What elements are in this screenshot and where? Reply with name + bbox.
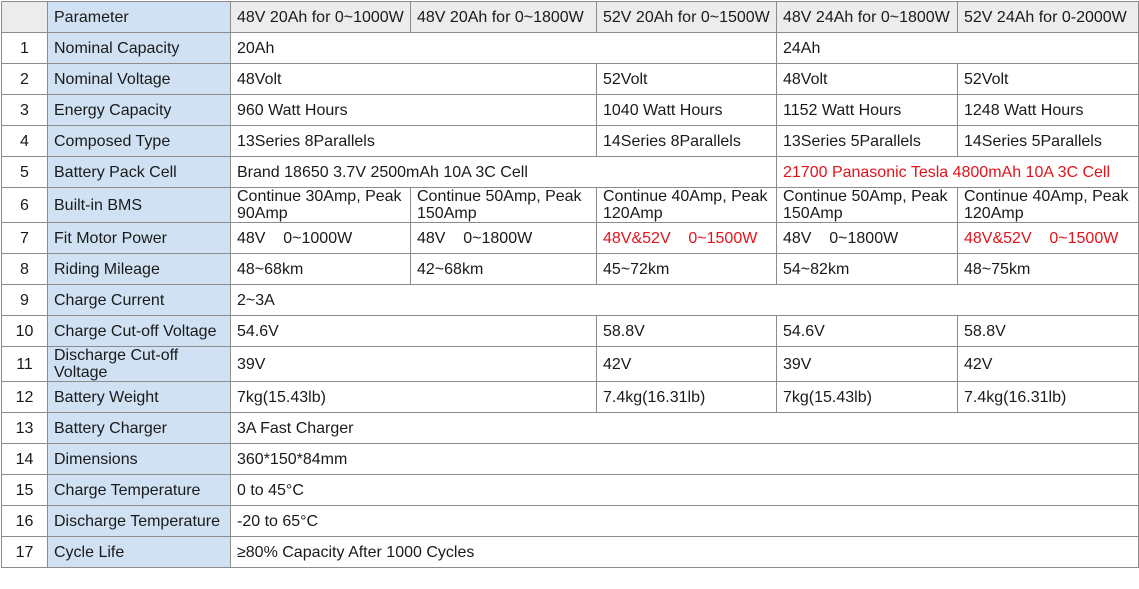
row-number: 12: [2, 382, 48, 413]
value-cell: 54~82km: [777, 254, 958, 285]
value-cell: 960 Watt Hours: [231, 95, 597, 126]
header-model-5: 52V 24Ah for 0-2000W: [958, 2, 1139, 33]
parameter-name: Charge Current: [48, 285, 231, 316]
header-model-4: 48V 24Ah for 0~1800W: [777, 2, 958, 33]
value-cell: 48Volt: [231, 64, 597, 95]
parameter-name: Built-in BMS: [48, 188, 231, 223]
table-row: [2, 444, 1139, 475]
row-number: 13: [2, 413, 48, 444]
header-model-1: 48V 20Ah for 0~1000W: [231, 2, 411, 33]
value-cell: 54.6V: [231, 316, 597, 347]
table-row: [2, 188, 1139, 223]
table-row: [2, 537, 1139, 568]
row-number: 5: [2, 157, 48, 188]
value-cell: 7.4kg(16.31lb): [958, 382, 1139, 413]
value-cell: 48V&52V 0~1500W: [958, 223, 1139, 254]
value-cell: 14Series 5Parallels: [958, 126, 1139, 157]
value-cell: 39V: [777, 347, 958, 382]
value-cell: 48V 0~1800W: [777, 223, 958, 254]
row-number: 11: [2, 347, 48, 382]
value-cell: 1152 Watt Hours: [777, 95, 958, 126]
value-cell: 48V 0~1800W: [411, 223, 597, 254]
row-number: 16: [2, 506, 48, 537]
value-cell: Continue 40Amp, Peak 120Amp: [597, 188, 777, 223]
value-cell: 42~68km: [411, 254, 597, 285]
value-cell: 20Ah: [231, 33, 777, 64]
table-row: [2, 223, 1139, 254]
value-cell: 7kg(15.43lb): [777, 382, 958, 413]
table-row: [2, 347, 1139, 382]
value-cell: 24Ah: [777, 33, 1139, 64]
value-cell: 48Volt: [777, 64, 958, 95]
row-number: 1: [2, 33, 48, 64]
value-cell: 48~68km: [231, 254, 411, 285]
row-number: 6: [2, 188, 48, 223]
parameter-name: Battery Charger: [48, 413, 231, 444]
value-cell: Continue 50Amp, Peak 150Amp: [411, 188, 597, 223]
parameter-name: Battery Weight: [48, 382, 231, 413]
value-cell: 42V: [597, 347, 777, 382]
parameter-name: Nominal Voltage: [48, 64, 231, 95]
value-cell: Brand 18650 3.7V 2500mAh 10A 3C Cell: [231, 157, 777, 188]
row-number: 2: [2, 64, 48, 95]
value-cell: 360*150*84mm: [231, 444, 1139, 475]
value-cell: 48~75km: [958, 254, 1139, 285]
header-parameter-cell: Parameter: [48, 2, 231, 33]
value-cell: ≥80% Capacity After 1000 Cycles: [231, 537, 1139, 568]
value-cell: 39V: [231, 347, 597, 382]
parameter-name: Discharge Temperature: [48, 506, 231, 537]
value-cell: 54.6V: [777, 316, 958, 347]
parameter-name: Dimensions: [48, 444, 231, 475]
value-cell: -20 to 65°C: [231, 506, 1139, 537]
value-cell: 13Series 8Parallels: [231, 126, 597, 157]
value-cell: 58.8V: [597, 316, 777, 347]
value-cell: Continue 30Amp, Peak 90Amp: [231, 188, 411, 223]
table-row: [2, 157, 1139, 188]
value-cell: 48V&52V 0~1500W: [597, 223, 777, 254]
value-cell: 0 to 45°C: [231, 475, 1139, 506]
parameter-name: Fit Motor Power: [48, 223, 231, 254]
value-cell: 14Series 8Parallels: [597, 126, 777, 157]
table-row: [2, 413, 1139, 444]
row-number: 17: [2, 537, 48, 568]
row-number: 15: [2, 475, 48, 506]
row-number: 9: [2, 285, 48, 316]
value-cell: 58.8V: [958, 316, 1139, 347]
value-cell: Continue 40Amp, Peak 120Amp: [958, 188, 1139, 223]
value-cell: 45~72km: [597, 254, 777, 285]
parameter-name: Discharge Cut-off Voltage: [48, 347, 231, 382]
parameter-name: Riding Mileage: [48, 254, 231, 285]
value-cell: 1248 Watt Hours: [958, 95, 1139, 126]
row-number: 10: [2, 316, 48, 347]
parameter-name: Cycle Life: [48, 537, 231, 568]
value-cell: 52Volt: [958, 64, 1139, 95]
row-number: 8: [2, 254, 48, 285]
row-number: 3: [2, 95, 48, 126]
table-row: [2, 64, 1139, 95]
battery-spec-table: [1, 1, 1139, 568]
value-cell: 21700 Panasonic Tesla 4800mAh 10A 3C Cell: [777, 157, 1139, 188]
table-row: [2, 382, 1139, 413]
value-cell: 42V: [958, 347, 1139, 382]
header-model-3: 52V 20Ah for 0~1500W: [597, 2, 777, 33]
value-cell: 7kg(15.43lb): [231, 382, 597, 413]
value-cell: 48V 0~1000W: [231, 223, 411, 254]
table-row: [2, 506, 1139, 537]
value-cell: Continue 50Amp, Peak 150Amp: [777, 188, 958, 223]
row-number: 7: [2, 223, 48, 254]
parameter-name: Composed Type: [48, 126, 231, 157]
table-row: [2, 95, 1139, 126]
table-row: [2, 285, 1139, 316]
parameter-name: Battery Pack Cell: [48, 157, 231, 188]
table-row: [2, 126, 1139, 157]
parameter-name: Nominal Capacity: [48, 33, 231, 64]
parameter-name: Energy Capacity: [48, 95, 231, 126]
header-num-cell: [2, 2, 48, 33]
header-model-2: 48V 20Ah for 0~1800W: [411, 2, 597, 33]
parameter-name: Charge Cut-off Voltage: [48, 316, 231, 347]
row-number: 4: [2, 126, 48, 157]
row-number: 14: [2, 444, 48, 475]
value-cell: 7.4kg(16.31lb): [597, 382, 777, 413]
value-cell: 1040 Watt Hours: [597, 95, 777, 126]
table-row: [2, 316, 1139, 347]
table-row: [2, 254, 1139, 285]
table-row: [2, 33, 1139, 64]
table-row: [2, 475, 1139, 506]
value-cell: 3A Fast Charger: [231, 413, 1139, 444]
value-cell: 13Series 5Parallels: [777, 126, 958, 157]
value-cell: 2~3A: [231, 285, 1139, 316]
parameter-name: Charge Temperature: [48, 475, 231, 506]
value-cell: 52Volt: [597, 64, 777, 95]
header-row: [2, 2, 1139, 33]
